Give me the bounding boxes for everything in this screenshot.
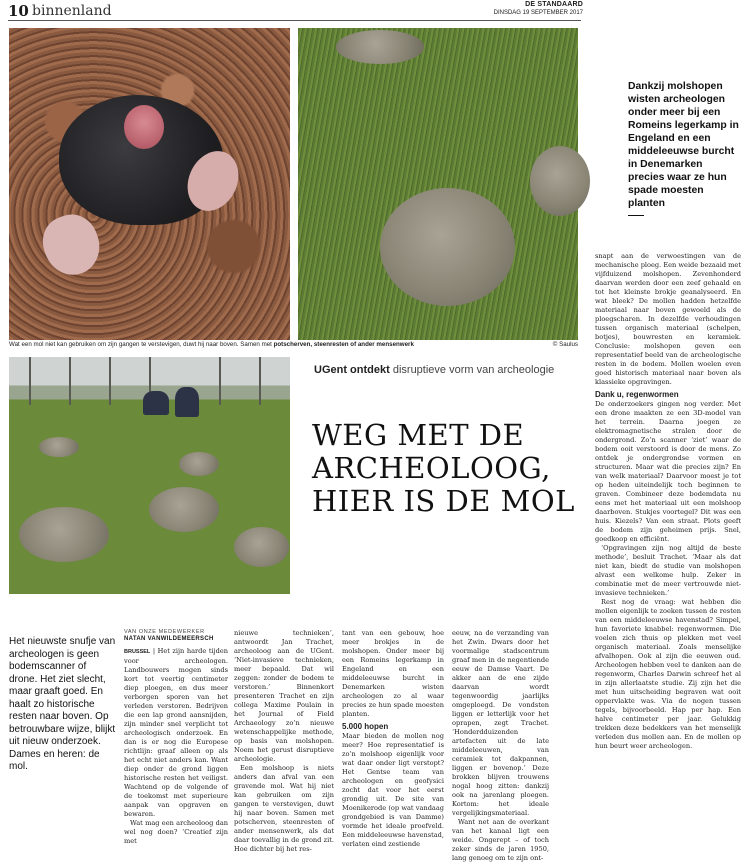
- tree-shape: [109, 357, 111, 405]
- byline-name: NATAN VANWILDEMEERSCH: [124, 636, 214, 642]
- column-paragraph: De onderzoekers gingen nog verder. Met een drone maakten ze een 3D-model van het terrein. Daarna joegen ze elektromagnetische stralen door de ondergrond. Zo’n scanner ‘ziet’ waar de bodem ooit verstoord is door de mens. Zo ontdek je ondergrondse vormen en structuren. Maar wat die precies zijn? En van welk materiaal? Daarvoor moest je tot op heden uiteindelijk toch beginnen te graven. Combineer deze bodemdata nu eens met het materiaal uit een molshoop daarboven. Stukjes voortegel? Dit was een huis. Kiezels? Van een straat. Plots geeft de bodem zijn geheimen prijs. Snel, goedkoop en efficiënt.: [595, 400, 741, 543]
- kicker-brand: UGent ontdekt: [314, 364, 390, 376]
- column-paragraph: ‘Opgravingen zijn nog altijd de beste methode’, besluit Trachet. ‘Maar als dat niet kan, biedt de studie van molshopen alvast een welkome hulp. Zeker in combinatie met de meer vertrouwde niet-invasieve technieken.’: [595, 544, 741, 597]
- article-column: [342, 629, 444, 848]
- headline-line: WEG MET DE: [312, 418, 525, 452]
- molehill-shape: [149, 487, 219, 532]
- molehill-shape: [39, 437, 79, 457]
- article-column: [452, 629, 549, 862]
- column-paragraph: nieuwe technieken’, antwoordt Jan Trachet, archeoloog aan de UGent. ‘Niet-invasieve technieken, meer bepaald. Dat wil zeggen: zonder de bodem te verstoren.’ Binnenkort presenteren Trachet en zijn collega Maxime Poulain in het Journal of Field Archaeology zo’n nieuwe wetenschappelijke methode, op basis van molshopen. Noem het gerust disruptieve archeologie.: [234, 629, 334, 763]
- article-column: [595, 252, 741, 799]
- mole-snout-shape: [124, 105, 164, 149]
- molehill-shape: [530, 146, 590, 216]
- molehill-shape: [179, 452, 219, 476]
- molehill-shape: [19, 507, 109, 562]
- publication-date: DINSDAG 19 SEPTEMBER 2017: [493, 10, 583, 16]
- article-lede: Het nieuwste snufje van archeologen is geen bodemscanner of drone. Het ziet slecht, maar graaft goed. En haalt zo historische resten naar boven. Op betrouwbare wijze, blijkt uit nieuw onderzoek. Dames en heren: de mol.: [9, 636, 116, 772]
- researcher-shape: [143, 391, 169, 415]
- masthead: DE STANDAARD: [525, 1, 583, 8]
- tree-shape: [29, 357, 31, 405]
- dateline: BRUSSEL: [124, 649, 151, 655]
- header-rule: [8, 20, 581, 21]
- pull-quote-rule: [628, 215, 644, 216]
- molehill-shape: [336, 30, 424, 64]
- mole-paw-left-shape: [35, 207, 107, 282]
- article-column: [234, 629, 334, 853]
- field-researchers-photo: [9, 357, 290, 594]
- article-kicker: [314, 364, 554, 376]
- molehill-shape: [234, 527, 289, 567]
- photo-credit: © Saulus: [552, 341, 578, 348]
- column-paragraph: Een molshoop is niets anders dan afval van een gravende mol. Wat hij niet kan gebruiken om zijn gangen te verstevigen, duwt hij naar boven. Samen met potscherven, steenresten of ander mensenwerk, als dat daar toevallig in de grond zit. Hoe dichter bij het res-: [234, 764, 334, 853]
- column-paragraph: eeuw, na de verzanding van het Zwin. Dwars door het voormalige stadscentrum graaf men in de negentiende eeuw de Damse Vaart. De akker aan de ene zijde daarvan wordt tegenwoordig jaarlijks omgeploegd. De vondsten liggen er letterlijk voor het oprapen, zegt Trachet. ‘Honderdduizenden artefacten uit de late middeleeuwen, van ceramiek tot dakpannen, liggen er bovenop.’ Deze brokken blijven trouwens nogal hoog zitten: dankzij ook na jarenlang ploegen. Kortom: het ideale vergelijkingsmateriaal.: [452, 629, 549, 817]
- kicker-text: disruptieve vorm van archeologie: [392, 364, 555, 376]
- section-name: binnenland: [32, 3, 112, 19]
- column-paragraph: Want net aan de overkant van het kanaal ligt een weide. Ongerept – of toch zeker sinds de jaren 1950, lang genoeg om te zijn ont-: [452, 818, 549, 862]
- byline-label: VAN ONZE MEDEWERKER: [124, 629, 205, 635]
- pull-quote: Dankzij molshopen wisten archeologen onder meer bij een Romeins legerkamp in Engeland en een middeleeuwse burcht in Denemarken precies waar ze hun spade moesten planten: [628, 81, 739, 209]
- tree-shape: [259, 357, 261, 405]
- column-paragraph: Maar bieden de mollen nog meer? Hoe representatief is zo’n molshoop eigenlijk voor wat daar onder ligt verstopt? Het Gentse team van archeologen en geofysici zocht dat voor het eerst grondig uit. De site van Moenikerode (op wat vandaag grondgebied is van Damme) vormde het ideale proefveld. Een middeleeuwse havenstad, verlaten eind zestiende: [342, 732, 444, 848]
- headline-line: HIER IS DE MOL: [312, 484, 575, 518]
- column-paragraph: tant van een gebouw, hoe meer brokjes in de molshopen. Onder meer bij een Romeins legerkamp in Engeland en een middeleeuwse burcht in Denemarken wisten archeologen zo al waar precies ze hun spade moesten planten.: [342, 629, 444, 718]
- caption-highlight: potscherven, steenresten of ander mensenwerk: [273, 341, 414, 348]
- subheading: 5.000 hopen: [342, 722, 389, 731]
- tree-shape: [69, 357, 71, 405]
- mole-photo: [9, 28, 290, 340]
- headline-line: ARCHEOLOOG,: [312, 451, 551, 485]
- column-paragraph: snapt aan de verwoestingen van de mechanische ploeg. Een weide bezaaid met vijfduizend molshopen. Zevenhonderd daarvan werden door een zeef gehaald en tot het kleinste brokje geanalyseerd. En wat bleek? De mollen hadden hetzelfde materiaal naar boven gewoeld als de ploegscharen. In dezelfde verhoudingen tussen organisch materiaal (schelpen, botjes), bouwresten en keramiek. Conclusie: molshopen geven een representatief beeld van de archeologische resten in de bodem. Mollen woelen even goed historisch materiaal naar boven als klassieke opgravingen.: [595, 252, 741, 386]
- article-column: BRUSSEL | Het zijn harde tijden voor archeologen. Landbouwers mogen sinds kort tot veertig centimeter diep ploegen, en dus meer verborgen sporen van het verleden verstoren. Bedrijven die een lap grond aansnijden, zijn minder snel verplicht tot archeologisch onderzoek. En dan is er nog die Europese richtlijn: graaf alleen op als het echt niet anders kan. Want diep onder de grond liggen historische resten het veiligst. Wachtend op de volgende of de toekomst met superieure aanpak van opgraven en bewaren. Wat mag een archeoloog dan wel nog doen? ‘Creatief zijn met: [124, 647, 228, 845]
- tree-shape: [219, 357, 221, 405]
- page-number: 10: [8, 2, 29, 20]
- photo-caption: [9, 341, 578, 348]
- researcher-shape: [175, 387, 199, 417]
- molehill-shape: [380, 188, 515, 306]
- column-text: Het zijn harde tijden voor archeologen. Landbouwers mogen sinds kort tot veertig centimeter diep ploegen, en dus meer verborgen sporen van het verleden verstoren. Bedrijven die een lap grond aansnijden, zijn minder snel verplicht tot archeologisch onderzoek. En dan is er nog die Europese richtlijn: graaf alleen op als het echt niet anders kan. Want diep onder de grond liggen historische resten het veiligst. Wachtend op de volgende of de toekomst met superieure aanpak van opgraven en bewaren.: [124, 647, 228, 818]
- caption-text: Wat een mol niet kan gebruiken om zijn gangen te verstevigen, duwt hij naar boven. Samen met: [9, 341, 274, 348]
- molehills-grass-photo: [298, 28, 578, 340]
- column-paragraph: Rest nog de vraag: wat hebben die mollen eigenlijk te zoeken tussen de resten van een middeleeuwse havenstad? Simpel, hun favoriete knabbel: regenwormen. Die voelen zich thuis op plekken met veel organisch materiaal. Zoals menselijke afvalhopen. Ook al zijn die eeuwen oud. Archeologen hebben veel te danken aan de regenworm, Charles Darwin schreef het al in zijn allerlaatste studie. Zij zijn het die met hun uitscheiding begraven wat ooit oppervlakte was. Via de nogen tussen tegels, bijvoorbeeld. Hap per hap. Een halve centimeter per jaar. Gelukkig trekken deze bedekkers van het menselijk verleden dus mollen aan. En de mollen op hun beurt weer archeologen.: [595, 598, 741, 750]
- column-paragraph: Wat mag een archeoloog dan wel nog doen? ‘Creatief zijn met: [124, 819, 228, 845]
- headline: [312, 419, 612, 518]
- subheading: Dank u, regenwormen: [595, 390, 679, 399]
